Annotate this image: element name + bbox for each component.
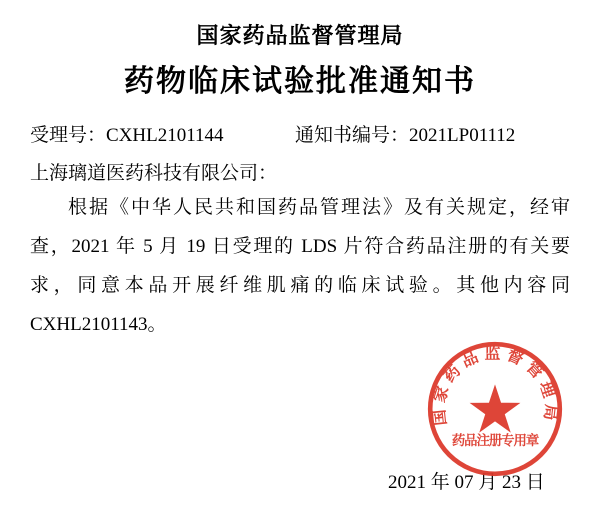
notice-number (295, 120, 515, 147)
body-line: CXHL2101143。 (30, 314, 167, 335)
star-icon (470, 384, 521, 432)
agency-name: 国家药品监督管理局 (196, 24, 404, 49)
addressee-company: 上海璃道医药科技有限公司： (30, 163, 278, 184)
seal-bottom-text: 药品注册专用章 (451, 434, 539, 449)
notice-number-label: 通知书编号： (295, 125, 410, 146)
issue-date: 2021 年 07 月 23 日 (388, 472, 545, 493)
body-line: 根据《中华人民共和国药品管理法》及有关规定，经审 (68, 197, 570, 218)
body-line: 求，同意本品开展纤维肌痛的临床试验。其他内容同 (30, 275, 570, 296)
acceptance-number-value: CXHL2101144 (106, 125, 224, 146)
acceptance-number-label: 受理号： (30, 125, 107, 146)
official-seal (423, 337, 567, 481)
seal-ring-text: 国家药品监督管理局 (428, 343, 562, 427)
reference-numbers-row (30, 120, 570, 144)
notice-number-value: 2021LP01112 (409, 125, 516, 146)
body-line: 查，2021 年 5 月 19 日受理的 LDS 片符合药品注册的有关要 (30, 236, 570, 257)
document-title: 药物临床试验批准通知书 (124, 65, 476, 98)
acceptance-number (30, 120, 224, 147)
